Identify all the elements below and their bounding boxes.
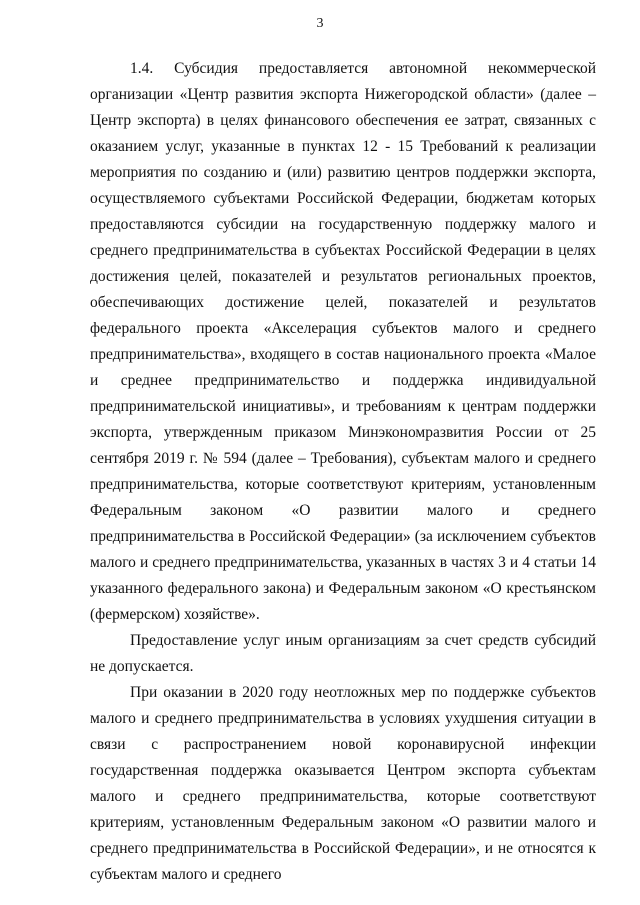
paragraph-covid-support: При оказании в 2020 году неотложных мер по поддержке субъектов малого и среднего предпринимательства в условиях ухудшения ситуации в связи с распространением новой коронавирусной инфекции государственная поддержка оказывается Центром экспорта субъектам малого и среднего предпринимательства, которые соответствуют критериям, установленным Федеральным законом «О развитии малого и среднего предпринимательства в Российской Федерации», и не относятся к субъектам малого и среднего (90, 684, 596, 883)
paragraph-subsidy-purpose: 1.4. Субсидия предоставляется автономной некоммерческой организации «Центр развития экспорта Нижегородской области» (далее – Центр экспорта) в целях финансового обеспечения ее затрат, связанных с оказанием услуг, указанные в пунктах 12 - 15 Требований к реализации мероприятия по созданию и (или) развитию центров поддержки экспорта, осуществляемого субъектами Российской Федерации, бюджетам которых предоставляются субсидии на государственную поддержку малого и среднего предпринимательства в субъектах Российской Федерации в целях достижения целей, показателей и результатов региональных проектов, обеспечивающих достижение целей, показателей и результатов федерального проекта «Акселерация субъектов малого и среднего предпринимательства», входящего в состав национального проекта «Малое и среднее предпринимательство и поддержка индивидуальной предпринимательской инициативы», и требованиям к центрам поддержки экспорта, утвержденным приказом Минэкономразвития России от 25 сентября 2019 г. № 594 (далее – Требования), субъектам малого и среднего предпринимательства, которые соответствуют критериям, установленным Федеральным законом «О развитии малого и среднего предпринимательства в Российской Федерации» (за исключением субъектов малого и среднего предпринимательства, указанных в частях 3 и 4 статьи 14 указанного федерального закона) и Федеральным законом «О крестьянском (фермерском) хозяйстве». (90, 60, 596, 623)
document-body (90, 56, 596, 888)
paragraph-other-organizations: Предоставление услуг иным организациям за счет средств субсидий не допускается. (90, 632, 596, 675)
page-number: 3 (316, 16, 324, 31)
